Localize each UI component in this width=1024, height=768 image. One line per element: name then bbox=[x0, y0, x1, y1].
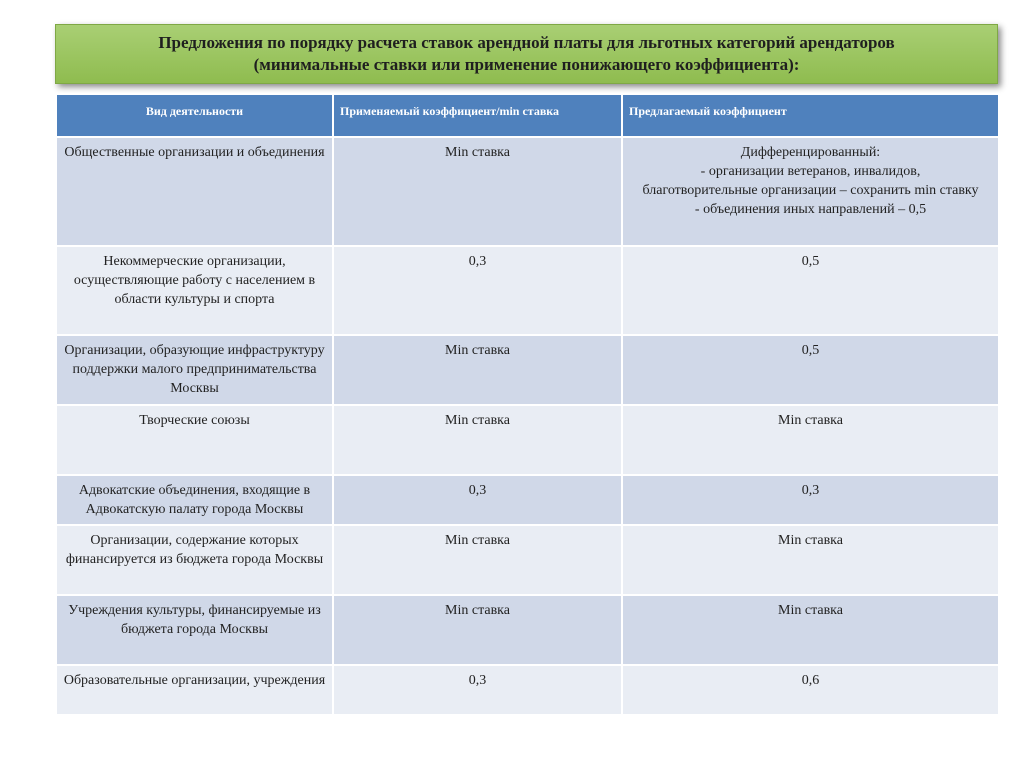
cell-activity: Общественные организации и объединения bbox=[56, 137, 333, 246]
cell-applied: Min ставка bbox=[333, 525, 622, 595]
cell-proposed: Min ставка bbox=[622, 595, 999, 665]
table-header-row bbox=[56, 94, 999, 137]
cell-applied: 0,3 bbox=[333, 475, 622, 525]
cell-applied: Min ставка bbox=[333, 405, 622, 475]
cell-activity: Творческие союзы bbox=[56, 405, 333, 475]
table-row bbox=[56, 137, 999, 246]
slide-title-line-2: (минимальные ставки или применение понижающего коэффициента): bbox=[253, 55, 800, 74]
proposed-line: Дифференцированный: bbox=[740, 145, 881, 160]
slide-title-line-1: Предложения по порядку расчета ставок арендной платы для льготных категорий арендаторов bbox=[158, 33, 895, 52]
cell-activity: Некоммерческие организации, осуществляющие работу с населением в области культуры и спорта bbox=[56, 246, 333, 335]
cell-proposed: 0,5 bbox=[622, 335, 999, 405]
cell-applied: 0,3 bbox=[333, 665, 622, 715]
header-proposed-coefficient: Предлагаемый коэффициент bbox=[622, 94, 999, 137]
cell-applied: Min ставка bbox=[333, 335, 622, 405]
table-row bbox=[56, 246, 999, 335]
header-activity: Вид деятельности bbox=[56, 94, 333, 137]
cell-proposed: Min ставка bbox=[622, 405, 999, 475]
cell-proposed bbox=[622, 137, 999, 246]
proposed-line: - организации ветеранов, инвалидов, bbox=[700, 164, 921, 179]
header-applied-coefficient: Применяемый коэффициент/min ставка bbox=[333, 94, 622, 137]
cell-proposed: 0,6 bbox=[622, 665, 999, 715]
cell-activity: Образовательные организации, учреждения bbox=[56, 665, 333, 715]
cell-activity: Организации, образующие инфраструктуру поддержки малого предпринимательства Москвы bbox=[56, 335, 333, 405]
slide-title-banner bbox=[55, 24, 998, 84]
cell-activity: Учреждения культуры, финансируемые из бюджета города Москвы bbox=[56, 595, 333, 665]
cell-applied: 0,3 bbox=[333, 246, 622, 335]
table-row bbox=[56, 335, 999, 405]
table-row bbox=[56, 595, 999, 665]
cell-proposed: Min ставка bbox=[622, 525, 999, 595]
table-row bbox=[56, 405, 999, 475]
proposed-line: благотворительные организации – сохранить min ставку bbox=[642, 183, 979, 198]
table-row bbox=[56, 665, 999, 715]
table-row bbox=[56, 475, 999, 525]
rates-table bbox=[55, 93, 1000, 716]
cell-applied: Min ставка bbox=[333, 595, 622, 665]
cell-proposed: 0,5 bbox=[622, 246, 999, 335]
cell-activity: Адвокатские объединения, входящие в Адвокатскую палату города Москвы bbox=[56, 475, 333, 525]
table-row bbox=[56, 525, 999, 595]
cell-applied: Min ставка bbox=[333, 137, 622, 246]
proposed-line: - объединения иных направлений – 0,5 bbox=[694, 202, 927, 217]
cell-proposed: 0,3 bbox=[622, 475, 999, 525]
cell-activity: Организации, содержание которых финансируется из бюджета города Москвы bbox=[56, 525, 333, 595]
